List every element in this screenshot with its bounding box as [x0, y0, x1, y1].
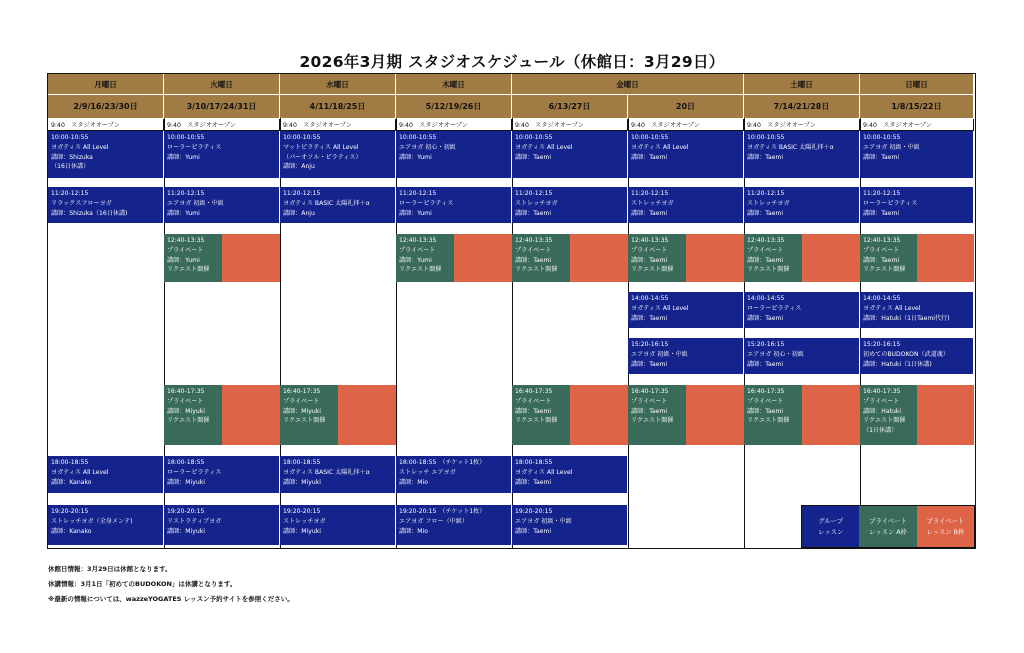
- private-lesson-a-slot[interactable]: [512, 234, 570, 282]
- lesson-line: 講師：Miyuki: [283, 407, 321, 415]
- group-lesson[interactable]: [628, 187, 744, 223]
- lesson-line: ヨガティス All Level: [51, 143, 109, 151]
- lesson-line: エアヨガ 初級・中級: [515, 517, 572, 525]
- lesson-line: ヨガティス All Level: [863, 304, 921, 312]
- group-lesson[interactable]: [860, 338, 974, 374]
- legend-label: プライベート: [869, 517, 907, 525]
- lesson-line: 講師：Yumi: [167, 256, 200, 264]
- group-lesson[interactable]: [512, 456, 628, 493]
- lesson-line: 19:20-20:15: [283, 508, 321, 515]
- group-lesson[interactable]: [164, 505, 280, 545]
- lesson-line: 14:00-14:55: [863, 295, 901, 302]
- private-lesson-b-slot[interactable]: [454, 234, 512, 282]
- private-lesson-a-slot[interactable]: [860, 234, 917, 282]
- lesson-line: 18:00-18:55: [515, 459, 553, 466]
- lesson-line: 15:20-16:15: [631, 341, 669, 348]
- private-lesson-b-slot[interactable]: [570, 234, 628, 282]
- group-lesson[interactable]: [744, 187, 860, 223]
- group-lesson[interactable]: [396, 456, 512, 493]
- lesson-line: 初めてのBUDOKON（武道魂）: [863, 350, 949, 358]
- lesson-line: 11:20-12:15: [167, 190, 205, 197]
- lesson-line: 講師：Taemi: [515, 256, 552, 264]
- private-lesson[interactable]: [164, 234, 280, 282]
- date-header: 1/8/15/22日: [860, 95, 974, 118]
- note-cancellation: 休講情報：3月1日「初めてのBUDOKON」は休講となります。: [48, 580, 237, 588]
- group-lesson[interactable]: [48, 131, 164, 178]
- group-lesson[interactable]: [396, 505, 512, 545]
- lesson-line: 講師：Taemi: [515, 478, 552, 486]
- legend: [801, 505, 975, 548]
- lesson-line: 19:20-20:15: [167, 508, 205, 515]
- lesson-line: 16:40-17:35: [747, 388, 785, 395]
- lesson-line: 講師：Miyuki: [283, 527, 321, 535]
- group-lesson[interactable]: [860, 187, 974, 223]
- lesson-line: リストラティブヨガ: [167, 517, 222, 525]
- private-lesson-b-slot[interactable]: [222, 234, 280, 282]
- private-lesson-b-slot[interactable]: [222, 385, 280, 445]
- date-header: 20日: [628, 95, 744, 118]
- page-title: 2026年3月期 スタジオスケジュール（休館日：3月29日）: [299, 53, 725, 71]
- group-lesson[interactable]: [628, 131, 744, 178]
- lesson-line: プライベート: [747, 397, 784, 405]
- lesson-line: ローラーピラティス: [863, 199, 918, 207]
- lesson-line: 講師：Hatuki（1日Taemi代行): [863, 314, 950, 322]
- legend-group-lesson: [802, 506, 859, 547]
- private-lesson-a-slot[interactable]: [860, 385, 917, 445]
- private-lesson-b-slot[interactable]: [686, 234, 744, 282]
- lesson-line: 11:20-12:15: [283, 190, 321, 197]
- lesson-line: 11:20-12:15: [863, 190, 901, 197]
- note-closed-day: 休館日情報：3月29日は休館となります。: [48, 565, 172, 573]
- day-header: 日曜日: [860, 74, 974, 95]
- lesson-line: 講師：Taemi: [631, 407, 668, 415]
- legend-label: プライベート: [926, 517, 965, 525]
- day-header: 土曜日: [744, 74, 860, 95]
- private-lesson-b-slot[interactable]: [802, 234, 860, 282]
- lesson-line: 16:40-17:35: [167, 388, 205, 395]
- group-lesson[interactable]: [744, 292, 860, 328]
- lesson-line: プライベート: [631, 246, 668, 254]
- lesson-line: エアヨガ 初心・初級: [747, 350, 804, 358]
- lesson-line: 19:20-20:15 （チケット1枚）: [399, 508, 486, 515]
- lesson-line: 10:00-10:55: [51, 134, 89, 141]
- lesson-line: エアヨガ フロー（中級）: [399, 517, 468, 525]
- lesson-line: 講師：Taemi: [515, 153, 552, 161]
- lesson-line: ローラーピラティス: [399, 199, 454, 207]
- group-lesson[interactable]: [280, 505, 396, 545]
- day-header: 月曜日: [48, 74, 164, 95]
- day-header: 木曜日: [396, 74, 512, 95]
- lesson-line: 11:20-12:15: [51, 190, 89, 197]
- lesson-line: リクエスト開催: [515, 266, 558, 274]
- lesson-line: プライベート: [283, 397, 320, 405]
- private-lesson[interactable]: [628, 385, 744, 445]
- lesson-line: ヨガティス BASIC 太陽礼拝＋α: [283, 468, 370, 476]
- lesson-line: 講師：Yumi: [167, 209, 200, 217]
- lesson-line: 講師：Taemi: [747, 209, 784, 217]
- private-lesson-b-slot[interactable]: [338, 385, 396, 445]
- column-divider: [744, 118, 745, 548]
- lesson-line: 16:40-17:35: [631, 388, 669, 395]
- group-lesson[interactable]: [164, 456, 280, 493]
- studio-open-row: 9:40 スタジオオープン: [396, 119, 512, 131]
- group-lesson[interactable]: [396, 187, 512, 223]
- legend-label: レッスン: [818, 528, 844, 536]
- lesson-line: 講師：Taemi: [631, 256, 668, 264]
- studio-open-row: 9:40 スタジオオープン: [512, 119, 628, 131]
- lesson-line: 講師：Miyuki: [283, 478, 321, 486]
- date-header: 3/10/17/24/31日: [164, 95, 280, 118]
- lesson-line: 講師：Mio: [399, 527, 428, 535]
- legend-private-b: [917, 506, 974, 547]
- group-lesson[interactable]: [280, 131, 396, 178]
- private-lesson[interactable]: [860, 385, 974, 445]
- private-lesson-b-slot[interactable]: [917, 385, 974, 445]
- studio-open-row: 9:40 スタジオオープン: [164, 119, 280, 131]
- legend-label: グループ: [818, 517, 843, 525]
- lesson-line: リクエスト開催: [863, 417, 906, 425]
- lesson-line: 16:40-17:35: [283, 388, 321, 395]
- private-lesson-a-slot[interactable]: [280, 385, 338, 445]
- lesson-line: 講師：Shizuka（16日休講): [51, 209, 128, 217]
- lesson-line: 10:00-10:55: [167, 134, 205, 141]
- lesson-line: 11:20-12:15: [631, 190, 669, 197]
- lesson-line: 16:40-17:35: [515, 388, 553, 395]
- private-lesson-a-slot[interactable]: [628, 385, 686, 445]
- group-lesson[interactable]: [280, 187, 396, 223]
- date-header: 6/13/27日: [512, 95, 628, 118]
- private-lesson-b-slot[interactable]: [570, 385, 628, 445]
- private-lesson[interactable]: [164, 385, 280, 445]
- private-lesson[interactable]: [280, 385, 396, 445]
- lesson-line: 講師：Yumi: [399, 153, 432, 161]
- private-lesson-a-slot[interactable]: [164, 385, 222, 445]
- lesson-line: 11:20-12:15: [399, 190, 437, 197]
- lesson-line: ローラーピラティス: [167, 143, 222, 151]
- group-lesson[interactable]: [48, 456, 164, 493]
- lesson-line: 19:20-20:15: [515, 508, 553, 515]
- lesson-line: 18:00-18:55 （チケット1枚）: [399, 459, 486, 466]
- lesson-line: 14:00-14:55: [747, 295, 785, 302]
- date-header: 4/11/18/25日: [280, 95, 396, 118]
- lesson-line: プライベート: [515, 397, 552, 405]
- lesson-line: 18:00-18:55: [283, 459, 321, 466]
- lesson-line: 講師：Taemi: [747, 314, 784, 322]
- lesson-line: リクエスト開催: [747, 266, 790, 274]
- lesson-line: 14:00-14:55: [631, 295, 669, 302]
- lesson-line: ストレッチヨガ: [515, 199, 558, 207]
- lesson-line: エアヨガ 初心・初級: [399, 143, 456, 151]
- lesson-line: 12:40-13:35: [399, 237, 437, 244]
- schedule-grid: [47, 73, 976, 549]
- lesson-line: ストレッチヨガ（全身メンテ): [51, 517, 133, 525]
- studio-open-row: 9:40 スタジオオープン: [744, 119, 860, 131]
- legend-private-a: [859, 506, 916, 547]
- lesson-line: 講師：Yumi: [399, 256, 432, 264]
- lesson-line: 講師：Mio: [399, 478, 428, 486]
- lesson-line: ストレッチ エアヨガ: [399, 468, 456, 476]
- lesson-line: 講師：Hatuki: [863, 407, 902, 415]
- lesson-line: 講師：Taemi: [631, 153, 668, 161]
- private-lesson-a-slot[interactable]: [396, 234, 454, 282]
- group-lesson[interactable]: [512, 505, 628, 545]
- lesson-line: 講師：Taemi: [747, 407, 784, 415]
- private-lesson-b-slot[interactable]: [802, 385, 860, 445]
- lesson-line: 講師：Taemi: [747, 153, 784, 161]
- private-lesson[interactable]: [396, 234, 512, 282]
- lesson-line: ヨガティス All Level: [631, 143, 689, 151]
- lesson-line: プライベート: [167, 397, 204, 405]
- lesson-line: 講師：Taemi: [863, 153, 900, 161]
- lesson-line: ヨガティス All Level: [51, 468, 109, 476]
- group-lesson[interactable]: [396, 131, 512, 178]
- group-lesson[interactable]: [280, 456, 396, 493]
- private-lesson[interactable]: [860, 234, 974, 282]
- private-lesson-a-slot[interactable]: [744, 385, 802, 445]
- private-lesson[interactable]: [744, 234, 860, 282]
- private-lesson-a-slot[interactable]: [164, 234, 222, 282]
- lesson-line: プライベート: [399, 246, 436, 254]
- lesson-line: 講師：Hatuki（1日休講): [863, 360, 932, 368]
- group-lesson[interactable]: [744, 338, 860, 374]
- private-lesson-a-slot[interactable]: [628, 234, 686, 282]
- lesson-line: 12:40-13:35: [515, 237, 553, 244]
- lesson-line: 講師：Yumi: [167, 153, 200, 161]
- lesson-line: ヨガティス BASIC 太陽礼拝＋α: [283, 199, 370, 207]
- lesson-line: リクエスト開催: [283, 417, 326, 425]
- group-lesson[interactable]: [512, 131, 628, 178]
- lesson-line: エアヨガ 初級・中級: [863, 143, 920, 151]
- lesson-line: 講師：Kanako: [51, 478, 92, 486]
- date-header: 5/12/19/26日: [396, 95, 512, 118]
- lesson-line: 19:20-20:15: [51, 508, 89, 515]
- lesson-line: リクエスト開催: [515, 417, 558, 425]
- private-lesson[interactable]: [512, 234, 628, 282]
- column-divider: [628, 118, 629, 548]
- lesson-line: 講師：Yumi: [399, 209, 432, 217]
- lesson-line: リクエスト開催: [631, 266, 674, 274]
- lesson-line: 11:20-12:15: [515, 190, 553, 197]
- lesson-line: 18:00-18:55: [51, 459, 89, 466]
- lesson-line: ヨガティス All Level: [515, 143, 573, 151]
- lesson-line: ヨガティス BASIC 太陽礼拝＋α: [747, 143, 834, 151]
- lesson-line: 12:40-13:35: [167, 237, 205, 244]
- private-lesson-b-slot[interactable]: [917, 234, 974, 282]
- private-lesson-b-slot[interactable]: [686, 385, 744, 445]
- lesson-line: 10:00-10:55: [631, 134, 669, 141]
- lesson-line: 講師：Taemi: [515, 407, 552, 415]
- lesson-line: エアヨガ 初級・中級: [631, 350, 688, 358]
- private-lesson[interactable]: [628, 234, 744, 282]
- lesson-line: 講師：Miyuki: [167, 478, 205, 486]
- lesson-line: リラックスフローヨガ: [51, 199, 112, 207]
- notes: [48, 562, 294, 607]
- group-lesson[interactable]: [860, 292, 974, 328]
- private-lesson-a-slot[interactable]: [744, 234, 802, 282]
- lesson-line: 10:00-10:55: [515, 134, 553, 141]
- lesson-line: プライベート: [515, 246, 552, 254]
- legend-label: レッスン A枠: [869, 528, 907, 536]
- studio-open-row: 9:40 スタジオオープン: [48, 119, 164, 131]
- lesson-line: リクエスト開催: [863, 266, 906, 274]
- lesson-line: プライベート: [631, 397, 668, 405]
- lesson-line: ストレッチヨガ: [747, 199, 790, 207]
- lesson-line: 講師：Taemi: [631, 360, 668, 368]
- lesson-line: プライベート: [863, 246, 900, 254]
- lesson-line: 講師：Taemi: [631, 209, 668, 217]
- lesson-line: 講師：Taemi: [515, 527, 552, 535]
- date-header: 2/9/16/23/30日: [48, 95, 164, 118]
- lesson-line: （1日休講）: [863, 427, 898, 435]
- lesson-line: 16:40-17:35: [863, 388, 901, 395]
- lesson-line: プライベート: [167, 246, 204, 254]
- lesson-line: ヨガティス All Level: [515, 468, 573, 476]
- group-lesson[interactable]: [744, 131, 860, 178]
- lesson-line: 講師：Anju: [283, 209, 315, 217]
- note-latest-info: ※最新の情報については、wazzeYOGATES レッスン予約サイトを参照ください。: [48, 595, 294, 603]
- lesson-line: 10:00-10:55: [863, 134, 901, 141]
- day-header: 水曜日: [280, 74, 396, 95]
- day-header: 金曜日: [512, 74, 744, 95]
- lesson-line: リクエスト開催: [747, 417, 790, 425]
- lesson-line: 10:00-10:55: [747, 134, 785, 141]
- date-header: 7/14/21/28日: [744, 95, 860, 118]
- lesson-line: 講師：Taemi: [863, 209, 900, 217]
- lesson-line: 10:00-10:55: [399, 134, 437, 141]
- lesson-line: 15:20-16:15: [747, 341, 785, 348]
- lesson-line: ストレッチヨガ: [631, 199, 674, 207]
- lesson-line: ローラーピラティス: [747, 304, 802, 312]
- private-lesson[interactable]: [512, 385, 628, 445]
- lesson-line: 講師：Taemi: [631, 314, 668, 322]
- lesson-line: 講師：Taemi: [515, 209, 552, 217]
- lesson-line: リクエスト開催: [167, 266, 210, 274]
- lesson-line: 15:20-16:15: [863, 341, 901, 348]
- lesson-line: ヨガティス All Level: [631, 304, 689, 312]
- group-lesson[interactable]: [628, 338, 744, 374]
- lesson-line: 10:00-10:55: [283, 134, 321, 141]
- lesson-line: マットピラティス All Level: [283, 143, 359, 151]
- lesson-line: 講師：Shizuka: [51, 153, 93, 161]
- lesson-line: エアヨガ 初級・中級: [167, 199, 224, 207]
- lesson-line: 講師：Taemi: [747, 360, 784, 368]
- lesson-line: 講師：Miyuki: [167, 407, 205, 415]
- lesson-line: 講師：Kanako: [51, 527, 92, 535]
- studio-open-row: 9:40 スタジオオープン: [628, 119, 744, 131]
- studio-open-row: 9:40 スタジオオープン: [280, 119, 396, 131]
- day-header: 火曜日: [164, 74, 280, 95]
- lesson-line: リクエスト開催: [167, 417, 210, 425]
- lesson-line: （パーオソル・ピラティス）: [283, 153, 362, 161]
- private-lesson[interactable]: [744, 385, 860, 445]
- lesson-line: 11:20-12:15: [747, 190, 785, 197]
- lesson-line: プライベート: [747, 246, 784, 254]
- lesson-line: 18:00-18:55: [167, 459, 205, 466]
- lesson-line: リクエスト開催: [631, 417, 674, 425]
- column-divider: [860, 118, 861, 548]
- studio-open-row: 9:40 スタジオオープン: [860, 119, 974, 131]
- lesson-line: 講師：Taemi: [747, 256, 784, 264]
- private-lesson-a-slot[interactable]: [512, 385, 570, 445]
- group-lesson[interactable]: [48, 187, 164, 223]
- group-lesson[interactable]: [860, 131, 974, 178]
- lesson-line: 12:40-13:35: [631, 237, 669, 244]
- group-lesson[interactable]: [164, 187, 280, 223]
- lesson-line: 12:40-13:35: [747, 237, 785, 244]
- lesson-line: 講師：Anju: [283, 163, 315, 171]
- group-lesson[interactable]: [512, 187, 628, 223]
- lesson-line: ローラーピラティス: [167, 468, 222, 476]
- lesson-line: リクエスト開催: [399, 266, 442, 274]
- legend-label: レッスン B枠: [926, 528, 965, 536]
- group-lesson[interactable]: [628, 292, 744, 328]
- lesson-line: （16日休講）: [51, 163, 90, 171]
- lesson-line: ストレッチヨガ: [283, 517, 326, 525]
- lesson-line: 12:40-13:35: [863, 237, 901, 244]
- group-lesson[interactable]: [48, 505, 164, 545]
- lesson-line: 講師：Taemi: [863, 256, 900, 264]
- lesson-line: 講師：Miyuki: [167, 527, 205, 535]
- group-lesson[interactable]: [164, 131, 280, 178]
- lesson-line: プライベート: [863, 397, 900, 405]
